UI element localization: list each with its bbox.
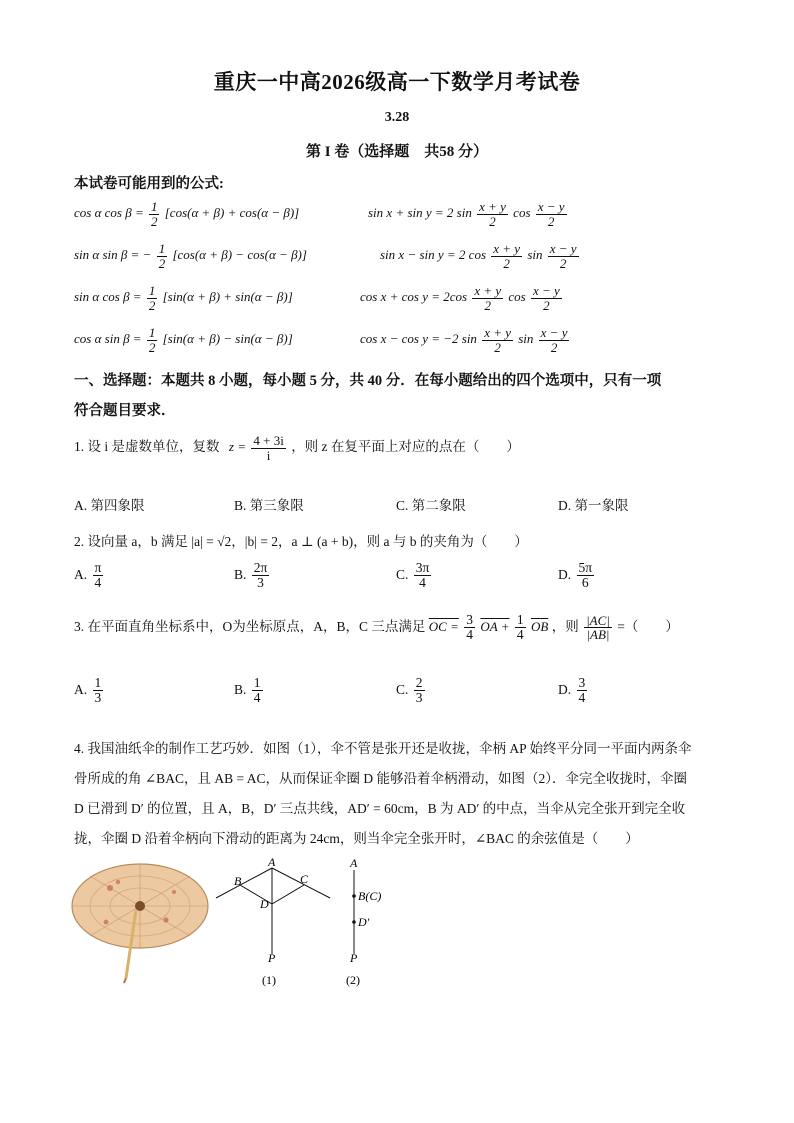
part1-instructions-line2: 符合题目要求． xyxy=(74,403,176,419)
question-4-line-2: 骨所成的角 ∠BAC，且 AB = AC，从而保证伞圈 D 能够沿着伞柄滑动，如图（2）．伞完全收拢时，伞圈 xyxy=(74,771,687,786)
exam-title: 重庆一中高2026级高一下数学月考试卷 xyxy=(213,70,581,94)
question-4-line-1: 4. 我国油纸伞的制作工艺巧妙．如图（1），伞不管是张开还是收拢，伞柄 AP 始终平分同一平面内两条伞 xyxy=(74,741,692,756)
fig1-label-b: B xyxy=(234,874,242,888)
q1-option-c[interactable]: C. 第二象限 xyxy=(396,498,466,513)
part1-instructions-line1: 一、选择题：本题共 8 小题，每小题 5 分，共 40 分．在每小题给出的四个选项中，只有一项 xyxy=(74,373,662,389)
section-title: 第 I 卷（选择题 共58 分） xyxy=(305,144,489,160)
formula-row-4-left: cos α sin β = $\frac{1}{2}$ [sin(α + β) − sin(α − β)] xyxy=(74,325,293,355)
formula-row-3-right: cos x + cos y = 2cos $\frac{x + y}{2}$ cos $\frac{x - y}{2}$ xyxy=(360,283,560,313)
formula-row-2-right: sin x − sin y = 2 cos $\frac{x + y}{2}$ sin $\frac{x - y}{2}$ xyxy=(380,241,577,271)
q3-option-c[interactable]: C. $\frac{2}{3}$ xyxy=(396,675,423,706)
formula-row-1-left: cos α cos β = $\frac{1}{2}$ [cos(α + β) + cos(α − β)] xyxy=(74,199,300,229)
fig2-label-d-prime: D′ xyxy=(358,915,370,929)
fig2-label-p: P xyxy=(350,951,358,965)
question-3-stem: 3. 在平面直角坐标系中，O为坐标原点，A，B，C 三点满足 OC = $\frac{3}{4}$ OA + $\frac{1}{4}$ $\overline{OB}$ ，则 $\frac{|AC|}{|AB|}$ =（ ） xyxy=(74,612,679,643)
fig1-label-c: C xyxy=(300,872,309,886)
fig1-caption: (1) xyxy=(262,973,276,987)
q2-option-a[interactable]: A. $\frac{\pi}{4}$ xyxy=(74,560,102,591)
fig2-label-bc: B(C) xyxy=(358,889,382,903)
q2-option-c[interactable]: C. $\frac{3\pi}{4}$ xyxy=(396,560,430,591)
figure-2-diagram xyxy=(340,858,410,992)
q1-option-a[interactable]: A. 第四象限 xyxy=(74,498,145,513)
q2-option-b[interactable]: B. $\frac{2\pi}{3}$ xyxy=(234,560,268,591)
fig1-label-p: P xyxy=(268,951,276,965)
umbrella-photo xyxy=(70,862,210,984)
formula-row-3-left: sin α cos β = $\frac{1}{2}$ [sin(α + β) + sin(α − β)] xyxy=(74,283,293,313)
formula-row-1-right: sin x + sin y = 2 sin $\frac{x + y}{2}$ cos $\frac{x - y}{2}$ xyxy=(368,199,565,229)
q3-option-a[interactable]: A. $\frac{1}{3}$ xyxy=(74,675,102,706)
fig2-label-a: A xyxy=(350,858,358,870)
fig1-label-a: A xyxy=(268,858,276,869)
question-4-line-3: D 已滑到 D′ 的位置，且 A，B，D′ 三点共线，AD′ = 60cm，B 为 AD′ 的中点，当伞从完全张开到完全收 xyxy=(74,801,686,816)
q3-option-b[interactable]: B. $\frac{1}{4}$ xyxy=(234,675,261,706)
question-4-line-4: 拢，伞圈 D 沿着伞柄向下滑动的距离为 24cm，则当伞完全张开时，∠BAC 的余弦值是（ ） xyxy=(74,831,639,846)
question-2-stem: 2. 设向量 a，b 满足 |a| = √2，|b| = 2，a ⊥ (a + b)，则 a 与 b 的夹角为（ ） xyxy=(74,534,528,549)
figure-1-diagram xyxy=(212,858,340,992)
fig1-label-d: D xyxy=(260,897,269,911)
formula-row-2-left: sin α sin β = − $\frac{1}{2}$ [cos(α + β) − cos(α − β)] xyxy=(74,241,307,271)
exam-date: 3.28 xyxy=(384,110,410,125)
question-1-stem: 1. 设 i 是虚数单位，复数 z = $\frac{4 + 3i}{i}$ ，则 z 在复平面上对应的点在（ ） xyxy=(74,433,520,463)
q3-option-d[interactable]: D. $\frac{3}{4}$ xyxy=(558,675,586,706)
formula-heading: 本试卷可能用到的公式: xyxy=(74,176,224,192)
q1-option-b[interactable]: B. 第三象限 xyxy=(234,498,304,513)
formula-row-4-right: cos x − cos y = −2 sin $\frac{x + y}{2}$ sin $\frac{x - y}{2}$ xyxy=(360,325,568,355)
q2-option-d[interactable]: D. $\frac{5\pi}{6}$ xyxy=(558,560,593,591)
q1-option-d[interactable]: D. 第一象限 xyxy=(558,498,629,513)
fig2-caption: (2) xyxy=(346,973,360,987)
